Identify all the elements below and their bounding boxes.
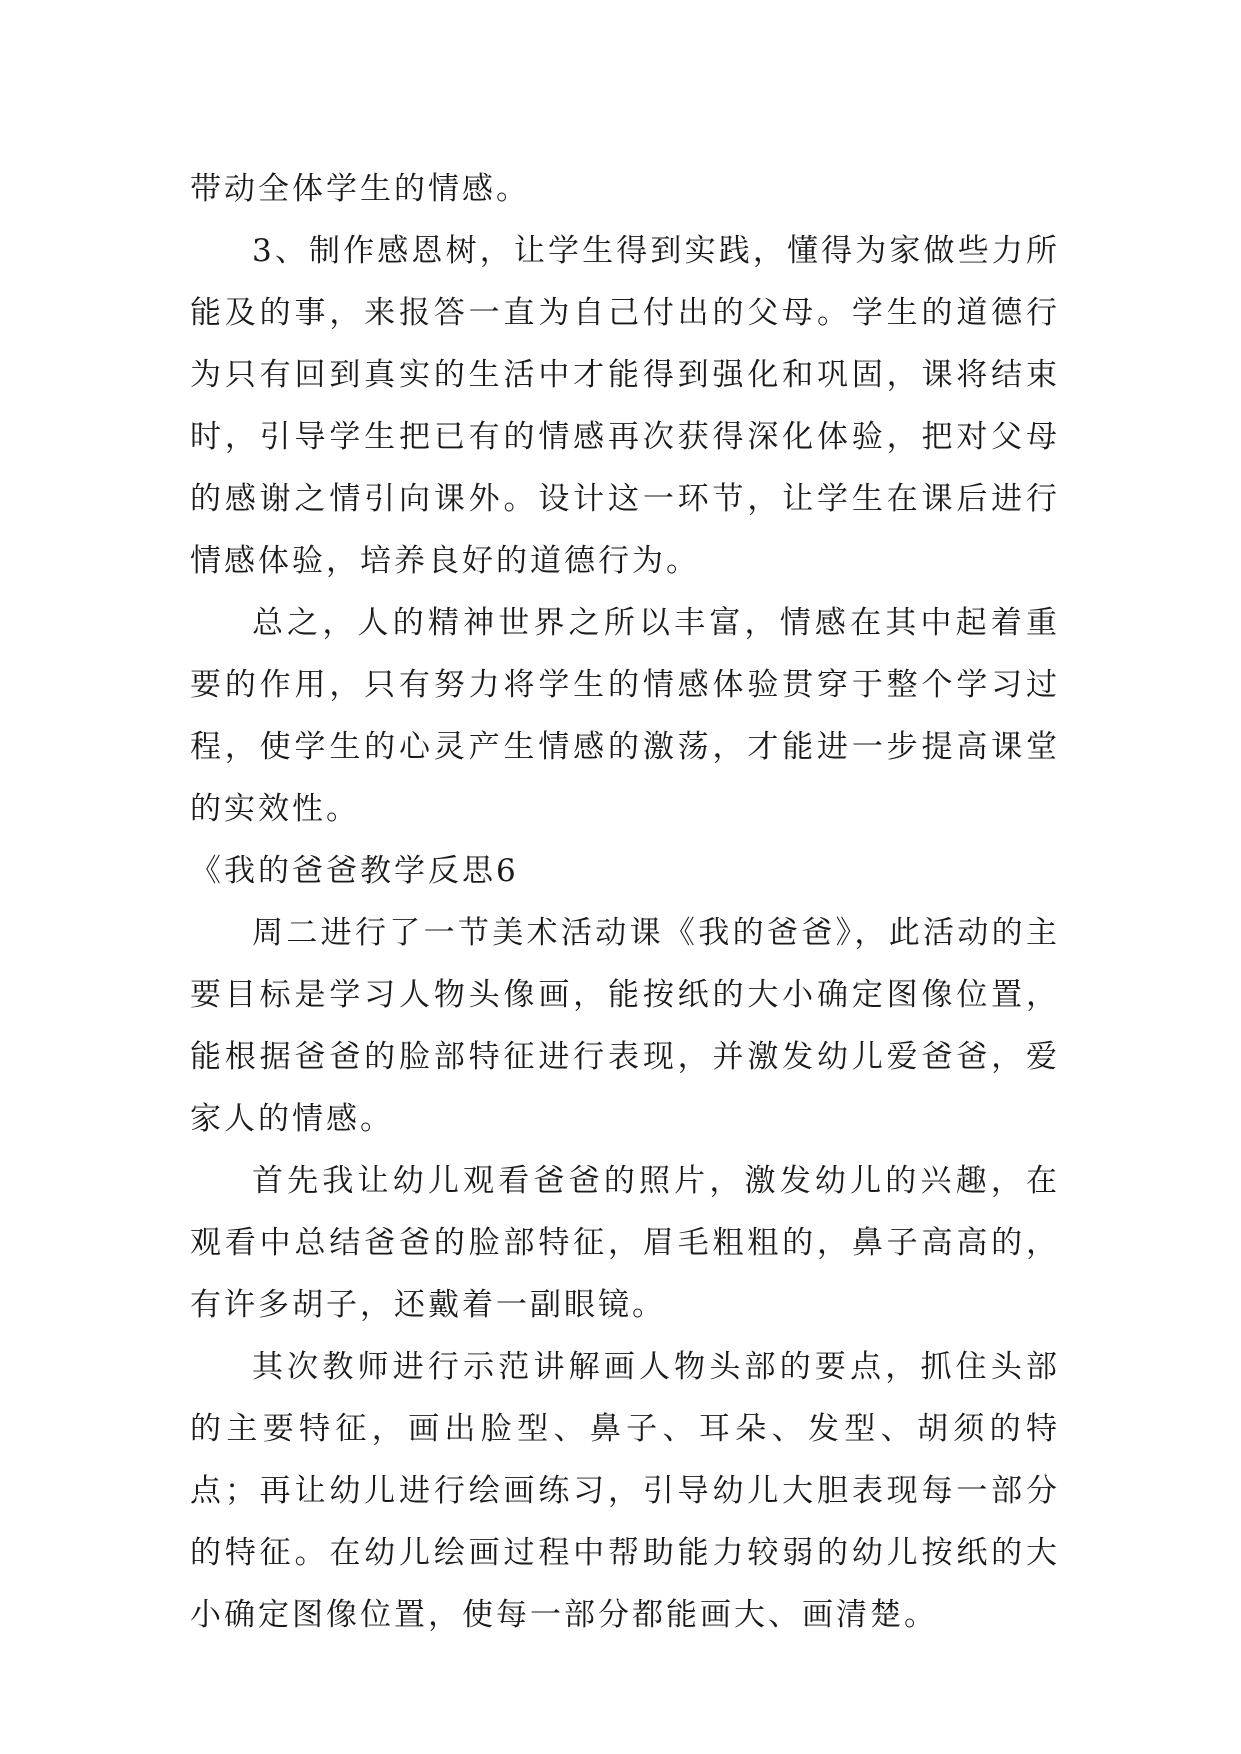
section-heading: 《我的爸爸教学反思6	[190, 853, 519, 889]
paragraph-activity-intro: 周二进行了一节美术活动课《我的爸爸》，此活动的主要目标是学习人物头像画，能按纸的大小确定图像位置，能根据爸爸的脸部特征进行表现，并激发幼儿爱爸爸，爱家人的情感。	[190, 915, 1060, 1137]
paragraph-summary: 总之，人的精神世界之所以丰富，情感在其中起着重要的作用，只有努力将学生的情感体验贯穿于整个学习过程，使学生的心灵产生情感的激荡，才能进一步提高课堂的实效性。	[190, 605, 1060, 827]
paragraph-observe-photos: 首先我让幼儿观看爸爸的照片，激发幼儿的兴趣，在观看中总结爸爸的脸部特征，眉毛粗粗的，鼻子高高的，有许多胡子，还戴着一副眼镜。	[190, 1163, 1060, 1323]
paragraph-gratitude-tree: 3、制作感恩树，让学生得到实践，懂得为家做些力所能及的事，来报答一直为自己付出的父母。学生的道德行为只有回到真实的生活中才能得到强化和巩固，课将结束时，引导学生把已有的情感再次获得深化体验，把对父母的感谢之情引向课外。设计这一环节，让学生在课后进行情感体验，培养良好的道德行为。	[190, 233, 1060, 579]
paragraph-demonstration: 其次教师进行示范讲解画人物头部的要点，抓住头部的主要特征，画出脸型、鼻子、耳朵、发型、胡须的特点；再让幼儿进行绘画练习，引导幼儿大胆表现每一部分的特征。在幼儿绘画过程中帮助能力较弱的幼儿按纸的大小确定图像位置，使每一部分都能画大、画清楚。	[190, 1349, 1060, 1633]
paragraph-continuation: 带动全体学生的情感。	[190, 171, 530, 207]
document-body	[190, 158, 1060, 1646]
